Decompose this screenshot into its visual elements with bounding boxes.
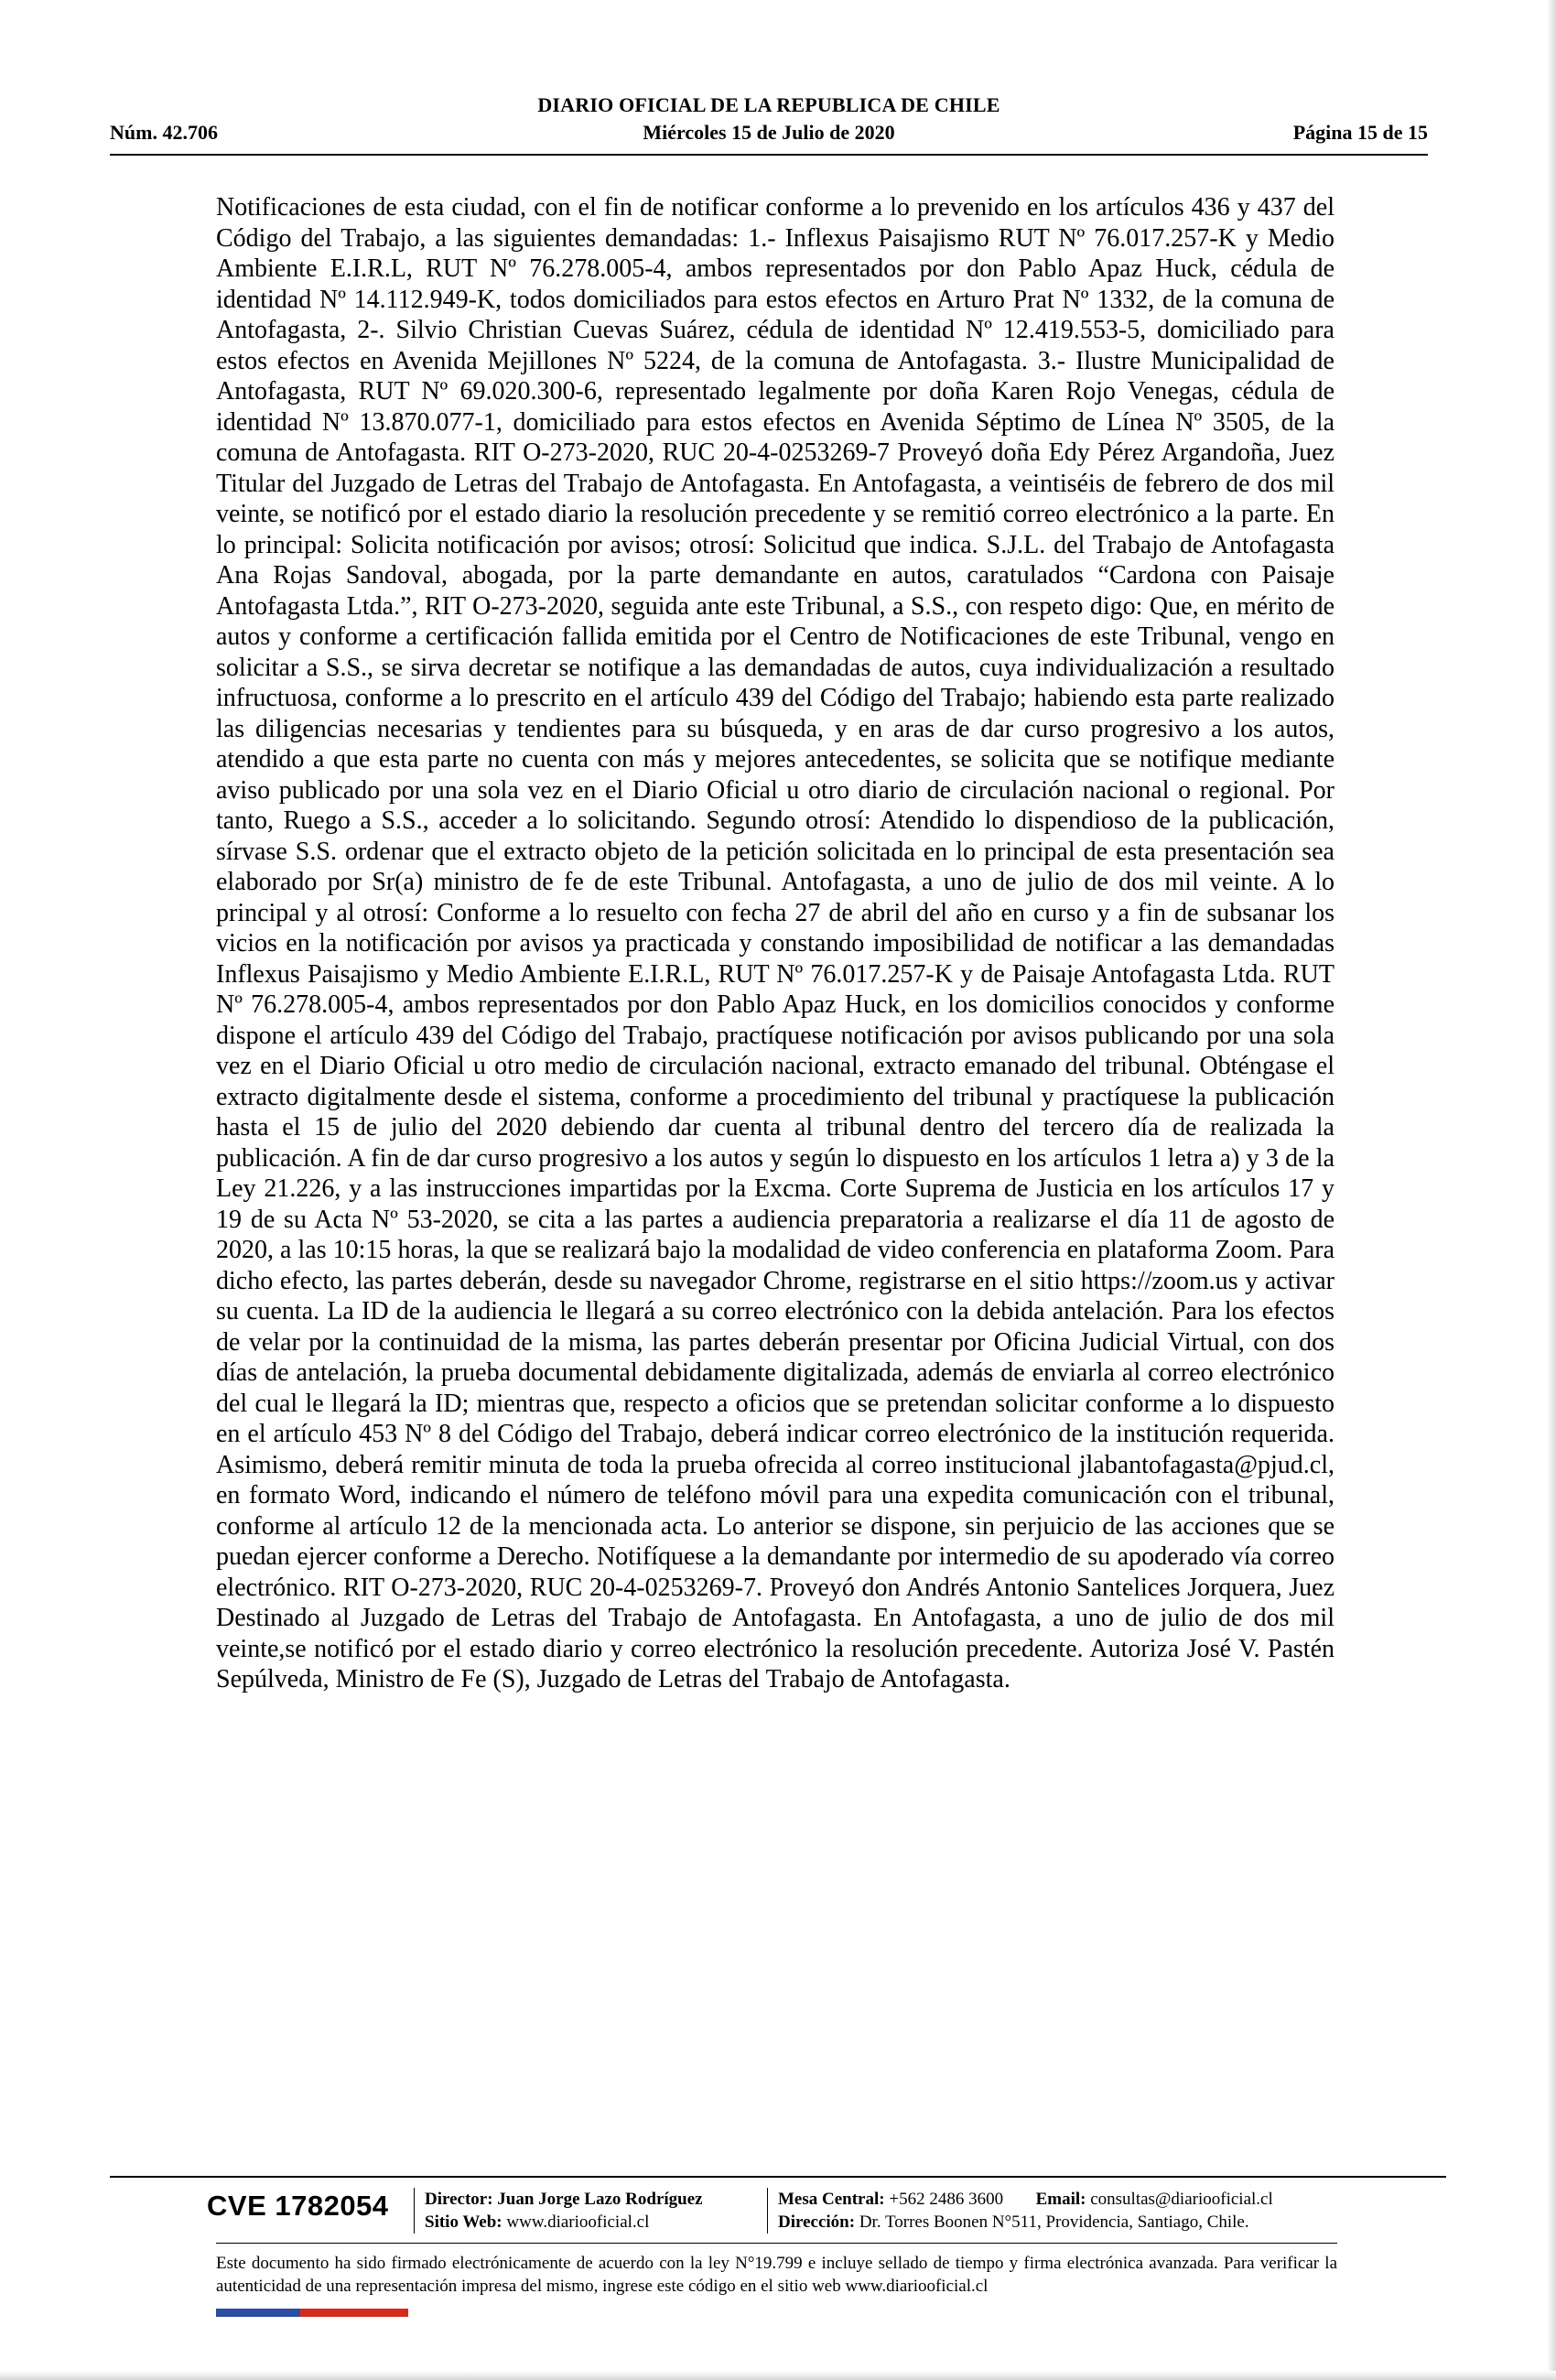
email-label: Email: (1035, 2190, 1086, 2209)
phone-value: +562 2486 3600 (889, 2190, 1004, 2209)
footer-director-block (425, 2188, 703, 2234)
page-header (110, 93, 1428, 157)
cve-code: CVE 1782054 (207, 2190, 389, 2222)
footer-separator (767, 2188, 768, 2234)
contact-line (778, 2188, 1273, 2211)
address-label: Dirección: (778, 2212, 856, 2232)
issue-number: Núm. 42.706 (110, 121, 218, 144)
signature-note: Este documento ha sido firmado electrónicamente de acuerdo con la ley N°19.799 e incluye sellado de tiempo y firma electrónica avanzada. Para verificar la autenticidad de una representación impresa del mismo, ingrese este código en el sitio web www.diariooficial.cl (216, 2254, 1337, 2296)
footer-divider-top (110, 2176, 1446, 2178)
director-line (425, 2188, 703, 2211)
footer-contact-block (778, 2188, 1273, 2234)
page-edge-shadow-bottom (0, 2371, 1556, 2380)
document-body: Notificaciones de esta ciudad, con el fin de notificar conforme a lo prevenido en los artículos 436 y 437 del Código del Trabajo, a las siguientes demandadas: 1.- Inflexus Paisajismo RUT Nº 76.017.257-K y Medio Ambiente E.I.R.L, RUT Nº 76.278.005-4, ambos representados por don Pablo Apaz Huck, cédula de identidad Nº 14.112.949-K, todos domiciliados para estos efectos en Arturo Prat Nº 1332, de la comuna de Antofagasta, 2-. Silvio Christian Cuevas Suárez, cédula de identidad Nº 12.419.553-5, domiciliado para estos efectos en Avenida Mejillones Nº 5224, de la comuna de Antofagasta. 3.- Ilustre Municipalidad de Antofagasta, RUT Nº 69.020.300-6, representado legalmente por doña Karen Rojo Venegas, cédula de identidad Nº 13.870.077-1, domiciliado para estos efectos en Avenida Séptimo de Línea Nº 3505, de la comuna de Antofagasta. RIT O-273-2020, RUC 20-4-0253269-7 Proveyó doña Edy Pérez Argandoña, Juez Titular del Juzgado de Letras del Trabajo de Antofagasta. En Antofagasta, a veintiséis de febrero de dos mil veinte, se notificó por el estado diario la resolución precedente y se remitió correo electrónico a la parte. En lo principal: Solicita notificación por avisos; otrosí: Solicitud que indica. S.J.L. del Trabajo de Antofagasta Ana Rojas Sandoval, abogada, por la parte demandante en autos, caratulados “Cardona con Paisaje Antofagasta Ltda.”, RIT O-273-2020, seguida ante este Tribunal, a S.S., con respeto digo: Que, en mérito de autos y conforme a certificación fallida emitida por el Centro de Notificaciones de este Tribunal, vengo en solicitar a S.S., se sirva decretar se notifique a las demandadas de autos, cuya individualización a resultado infructuosa, conforme a lo prescrito en el artículo 439 del Código del Trabajo; habiendo esta parte realizado las diligencias necesarias y tendientes para su búsqueda, y en aras de dar curso progresivo a los autos, atendido a que esta parte no cuenta con más y mejores antecedentes, se solicita que se notifique mediante aviso publicado por una sola vez en el Diario Oficial u otro diario de circulación nacional o regional. Por tanto, Ruego a S.S., acceder a lo solicitando. Segundo otrosí: Atendido lo dispendioso de la publicación, sírvase S.S. ordenar que el extracto objeto de la petición solicitada en lo principal de esta presentación sea elaborado por Sr(a) ministro de fe de este Tribunal. Antofagasta, a uno de julio de dos mil veinte. A lo principal y al otrosí: Conforme a lo resuelto con fecha 27 de abril del año en curso y a fin de subsanar los vicios en la notificación por avisos ya practicada y constando imposibilidad de notificar a las demandadas Inflexus Paisajismo y Medio Ambiente E.I.R.L, RUT Nº 76.017.257-K y de Paisaje Antofagasta Ltda. RUT Nº 76.278.005-4, ambos representados por don Pablo Apaz Huck, en los domicilios conocidos y conforme dispone el artículo 439 del Código del Trabajo, practíquese notificación por avisos publicando por una sola vez en el Diario Oficial u otro medio de circulación nacional, extracto emanado del tribunal. Obténgase el extracto digitalmente desde el sistema, conforme a procedimiento del tribunal y practíquese la publicación hasta el 15 de julio del 2020 debiendo dar cuenta al tribunal dentro del tercero día de realizada la publicación. A fin de dar curso progresivo a los autos y según lo dispuesto en los artículos 1 letra a) y 3 de la Ley 21.226, y a las instrucciones impartidas por la Excma. Corte Suprema de Justicia en los artículos 17 y 19 de su Acta Nº 53-2020, se cita a las partes a audiencia preparatoria a realizarse el día 11 de agosto de 2020, a las 10:15 horas, la que se realizará bajo la modalidad de video conferencia en plataforma Zoom. Para dicho efecto, las partes deberán, desde su navegador Chrome, registrarse en el sitio https://zoom.us y activar su cuenta. La ID de la audiencia le llegará a su correo electrónico con la debida antelación. Para los efectos de velar por la continuidad de la misma, las partes deberán presentar por Oficina Judicial Virtual, con dos días de antelación, la prueba documental debidamente digitalizada, además de enviarla al correo electrónico del cual le llegará la ID; mientras que, respecto a oficios que se pretendan solicitar conforme a lo dispuesto en el artículo 453 Nº 8 del Código del Trabajo, deberá indicar correo electrónico de la institución requerida. Asimismo, deberá remitir minuta de toda la prueba ofrecida al correo institucional jlabantofagasta@pjud.cl, en formato Word, indicando el número de teléfono móvil para una expedita comunicación con el tribunal, conforme al artículo 12 de la mencionada acta. Lo anterior se dispone, sin perjuicio de las acciones que se puedan ejercer conforme a Derecho. Notifíquese a la demandante por intermedio de su apoderado vía correo electrónico. RIT O-273-2020, RUC 20-4-0253269-7. Proveyó don Andrés Antonio Santelices Jorquera, Juez Destinado al Juzgado de Letras del Trabajo de Antofagasta. En Antofagasta, a uno de julio de dos mil veinte,se notificó por el estado diario y correo electrónico la resolución precedente. Autoriza José V. Pastén Sepúlveda, Ministro de Fe (S), Juzgado de Letras del Trabajo de Antofagasta. (216, 193, 1334, 1693)
footer-separator (414, 2188, 415, 2234)
website-line (425, 2211, 703, 2234)
website-link[interactable]: www.diariooficial.cl (506, 2212, 650, 2232)
flag-stripe (216, 2309, 408, 2317)
footer-divider-mid (216, 2243, 1337, 2244)
phone-label: Mesa Central: (778, 2190, 885, 2209)
header-divider (110, 154, 1428, 156)
page-edge-shadow (1547, 0, 1556, 2380)
director-label: Director: (425, 2190, 493, 2209)
address-line (778, 2211, 1273, 2234)
address-value: Dr. Torres Boonen N°511, Providencia, Santiago, Chile. (859, 2212, 1249, 2232)
director-name: Juan Jorge Lazo Rodríguez (497, 2190, 703, 2209)
website-label: Sitio Web: (425, 2212, 502, 2232)
page-number: Página 15 de 15 (1292, 121, 1428, 144)
flag-stripe-blue (216, 2309, 300, 2317)
email-link[interactable]: consultas@diariooficial.cl (1090, 2190, 1273, 2209)
publication-title: DIARIO OFICIAL DE LA REPUBLICA DE CHILE (537, 93, 1000, 116)
flag-stripe-red (300, 2309, 408, 2317)
issue-date: Miércoles 15 de Julio de 2020 (643, 121, 895, 144)
